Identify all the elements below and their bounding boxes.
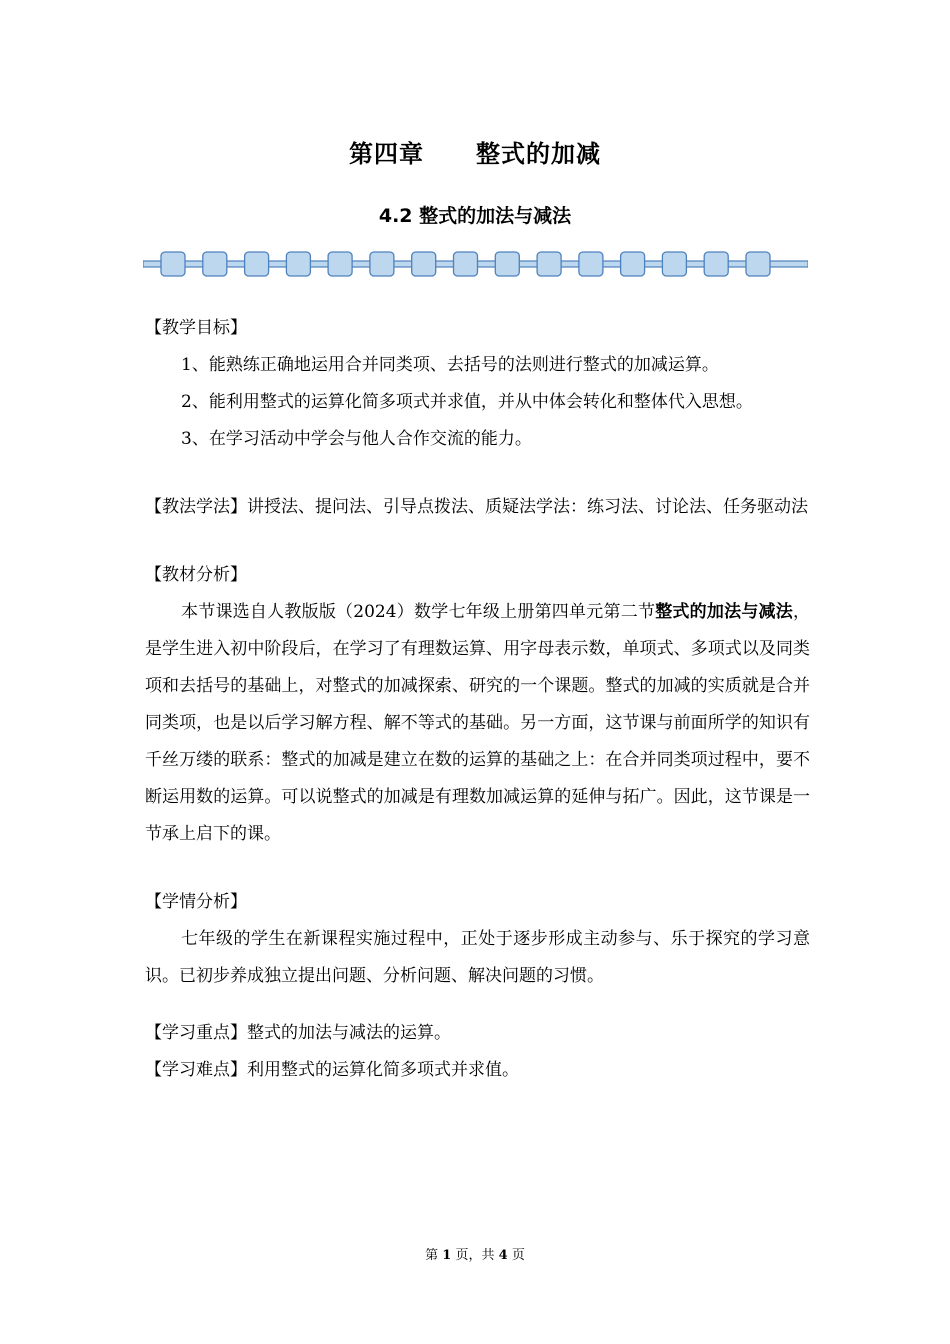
divider-bead [495,252,519,276]
chapter-title [0,134,950,169]
material-heading: 【教材分析】 [145,565,247,585]
footer-current-page: 1 [442,1248,452,1263]
divider-bead [328,252,352,276]
divider-bead [454,252,478,276]
difficulty-text: 利用整式的运算化简多项式并求值。 [247,1060,519,1080]
material-text-after: ，是学生进入初中阶段后，在学习了有理数运算、用字母表示数，单项式、多项式以及同类项和去括号的基础上，对整式的加减探索、研究的一个课题。整式的加减的实质就是合并同类项，也是以后学习解方程、解不等式的基础。另一方面，这节课与前面所学的知识有千丝万缕的联系：整式的加减是建立在数的运算的基础之上：在合并同类项过程中，要不断运用数的运算。可以说整式的加减是有理数加减运算的延伸与拓广。因此，这节课是一节承上启下的课。 [145,602,811,844]
key-point-heading: 【学习重点】 [145,1023,247,1043]
section-title: 4.2 整式的加法与减法 [378,205,572,227]
divider-bead [370,252,394,276]
divider-bead [746,252,770,276]
divider-bead [704,252,728,276]
divider-bead [579,252,603,276]
footer-total-pages: 4 [498,1248,508,1263]
methods-heading: 【教法学法】 [145,497,247,517]
footer-suffix: 页 [511,1248,525,1263]
chapter-number: 第四章 [349,140,424,168]
divider-bead [662,252,686,276]
divider-bead [203,252,227,276]
divider-bead [412,252,436,276]
key-point-text: 整式的加法与减法的运算。 [247,1023,451,1043]
key-point-line [145,1015,810,1052]
material-text-before: 本节课选自人教版版（2024）数学七年级上册第四单元第二节 [181,602,656,622]
divider-bead [161,252,185,276]
objective-item: 2、能利用整式的运算化简多项式并求值，并从中体会转化和整体代入思想。 [181,392,753,412]
objectives-heading: 【教学目标】 [145,318,247,338]
chapter-name: 整式的加减 [476,140,601,168]
methods-paragraph [145,489,810,526]
divider-bead [537,252,561,276]
divider-bead [245,252,269,276]
page-footer [0,1244,950,1263]
difficulty-heading: 【学习难点】 [145,1060,247,1080]
material-paragraph [145,594,810,853]
divider-bead [621,252,645,276]
bead-divider [143,249,808,279]
footer-prefix: 第 [425,1248,439,1263]
students-paragraph: 七年级的学生在新课程实施过程中，正处于逐步形成主动参与、乐于探究的学习意识。已初步养成独立提出问题、分析问题、解决问题的习惯。 [145,929,810,986]
material-text-bold: 整式的加法与减法 [655,602,794,622]
objective-item: 3、在学习活动中学会与他人合作交流的能力。 [181,429,532,449]
objective-item: 1、能熟练正确地运用合并同类项、去括号的法则进行整式的加减运算。 [181,355,719,375]
divider-bead [286,252,310,276]
footer-middle: 页，共 [455,1248,495,1263]
students-heading: 【学情分析】 [145,892,247,912]
document-body [145,310,810,1089]
methods-text: 讲授法、提问法、引导点拨法、质疑法学法：练习法、讨论法、任务驱动法 [247,497,808,517]
difficulty-line [145,1052,810,1089]
